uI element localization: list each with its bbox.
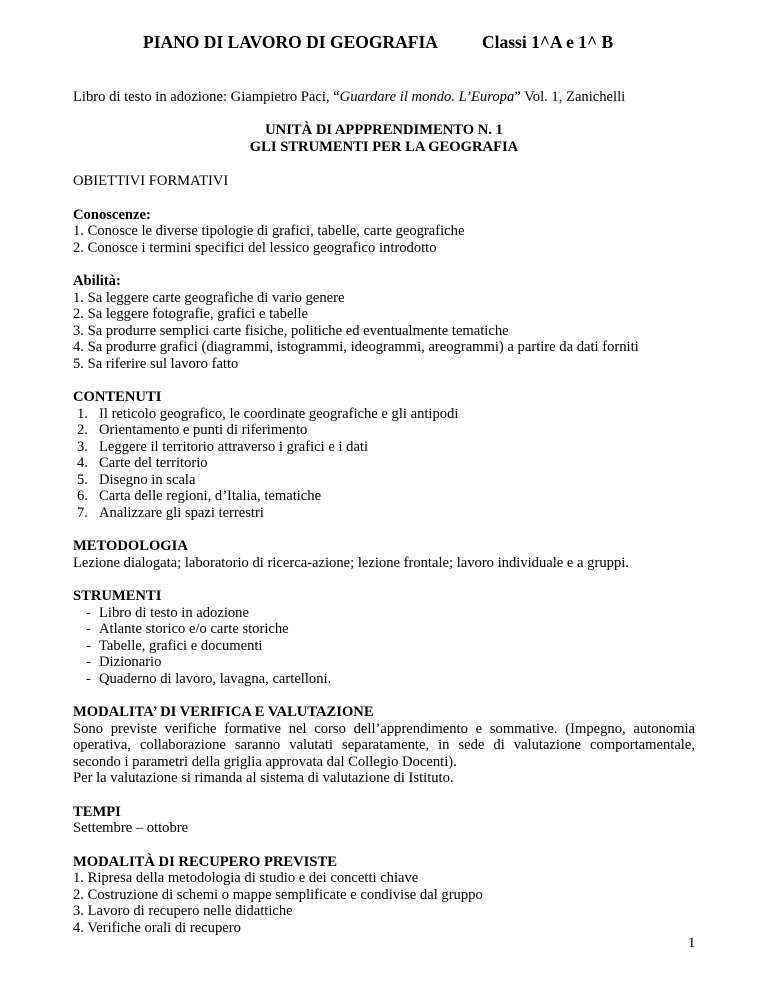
recovery-heading: MODALITÀ DI RECUPERO PREVISTE [73, 853, 337, 870]
textbook-suffix: ” Vol. 1, Zanichelli [514, 89, 626, 105]
tools-item [73, 605, 695, 622]
assessment-paragraph: Sono previste verifiche formative nel corso dell’apprendimento e sommative. (Impegno, autonomia operativa, collaborazione saranno valutati separatamente, in sede di valutazione comportamentale, secondo i parametri della griglia approvata dal Collegio Docenti). [73, 720, 695, 770]
recovery-section [73, 854, 695, 937]
page-number: 1 [688, 935, 696, 951]
recovery-item: 3. Lavoro di recupero nelle didattiche [73, 903, 293, 919]
timing-section [73, 804, 695, 837]
tools-item [73, 671, 695, 688]
tools-item [73, 621, 695, 638]
dash-bullet: - [86, 654, 91, 670]
tools-item-text: Dizionario [99, 654, 162, 670]
contents-item-text: Carte del territorio [99, 455, 208, 471]
textbook-line [73, 89, 625, 106]
contents-section [73, 389, 695, 521]
dash-bullet: - [86, 621, 91, 637]
dash-bullet: - [86, 604, 91, 621]
skills-item: 5. Sa riferire sul lavoro fatto [73, 355, 239, 372]
tools-item-text: Quaderno di lavoro, lavagna, cartelloni. [99, 670, 332, 687]
timing-heading: TEMPI [73, 803, 121, 820]
contents-item-number: 3. [77, 438, 88, 455]
skills-heading: Abilità: [73, 273, 121, 289]
timing-text: Settembre – ottobre [73, 820, 189, 836]
contents-list [73, 406, 695, 522]
tools-item-text: Libro di testo in adozione [99, 604, 249, 621]
contents-item-number: 1. [77, 405, 88, 422]
methodology-heading: METODOLOGIA [73, 538, 188, 554]
assessment-section [73, 704, 695, 787]
skills-item: 2. Sa leggere fotografie, grafici e tabelle [73, 306, 309, 322]
contents-item [73, 472, 695, 489]
contents-item-number: 6. [77, 488, 88, 504]
contents-item-text: Disegno in scala [99, 471, 196, 488]
skills-item: 1. Sa leggere carte geografiche di vario genere [73, 289, 345, 306]
contents-item-number: 4. [77, 455, 88, 471]
textbook-prefix: Libro di testo in adozione: Giampietro Paci, “ [73, 89, 340, 105]
skills-item: 3. Sa produrre semplici carte fisiche, politiche ed eventualmente tematiche [73, 322, 509, 339]
objectives-heading: OBIETTIVI FORMATIVI [73, 173, 229, 189]
unit-number: UNITÀ DI APPPRENDIMENTO N. 1 [265, 122, 503, 138]
tools-item [73, 654, 695, 671]
textbook-title: Guardare il mondo. L’Europa [339, 89, 515, 105]
contents-item-number: 7. [77, 504, 88, 521]
contents-item [73, 455, 695, 472]
contents-item-text: Orientamento e punti di riferimento [99, 422, 308, 438]
methodology-section [73, 538, 695, 571]
tools-list [73, 605, 695, 688]
skills-item: 4. Sa produrre grafici (diagrammi, istogrammi, ideogrammi, areogrammi) a partire da dati forniti [73, 339, 639, 355]
skills-section [73, 273, 695, 372]
dash-bullet: - [86, 670, 91, 687]
recovery-item: 1. Ripresa della metodologia di studio e dei concetti chiave [73, 870, 419, 886]
contents-item-text: Il reticolo geografico, le coordinate geografiche e gli antipodi [99, 405, 459, 422]
assessment-heading: MODALITA’ DI VERIFICA E VALUTAZIONE [73, 704, 374, 720]
objectives-section [73, 173, 695, 190]
unit-heading [0, 122, 768, 155]
contents-item-number: 2. [77, 422, 88, 438]
contents-item [73, 488, 695, 505]
tools-item [73, 638, 695, 655]
tools-heading: STRUMENTI [73, 588, 162, 604]
contents-item-text: Analizzare gli spazi terrestri [99, 504, 264, 521]
knowledge-item: 1. Conosce le diverse tipologie di grafici, tabelle, carte geografiche [73, 223, 465, 239]
dash-bullet: - [86, 637, 91, 654]
knowledge-section [73, 207, 695, 257]
contents-item-text: Leggere il territorio attraverso i grafici e i dati [99, 438, 369, 455]
knowledge-item: 2. Conosce i termini specifici del lessico geografico introdotto [73, 239, 437, 256]
tools-section [73, 588, 695, 687]
recovery-item: 4. Verifiche orali di recupero [73, 919, 241, 936]
document-title: PIANO DI LAVORO DI GEOGRAFIA [143, 32, 438, 52]
contents-heading: CONTENUTI [73, 389, 162, 405]
contents-item [73, 422, 695, 439]
document-body [73, 173, 695, 953]
assessment-paragraph: Per la valutazione si rimanda al sistema di valutazione di Istituto. [73, 770, 454, 786]
tools-item-text: Atlante storico e/o carte storiche [99, 621, 289, 637]
contents-item [73, 505, 695, 522]
tools-item-text: Tabelle, grafici e documenti [99, 637, 263, 654]
unit-title: GLI STRUMENTI PER LA GEOGRAFIA [249, 138, 519, 155]
methodology-text: Lezione dialogata; laboratorio di ricerca-azione; lezione frontale; lavoro individuale e a gruppi. [73, 554, 629, 571]
classes-label: Classi 1^A e 1^ B [482, 32, 614, 52]
knowledge-heading: Conoscenze: [73, 206, 151, 223]
contents-item [73, 406, 695, 423]
contents-item [73, 439, 695, 456]
recovery-item: 2. Costruzione di schemi o mappe semplificate e condivise dal gruppo [73, 886, 483, 903]
contents-item-text: Carta delle regioni, d’Italia, tematiche [99, 488, 322, 504]
contents-item-number: 5. [77, 471, 88, 488]
